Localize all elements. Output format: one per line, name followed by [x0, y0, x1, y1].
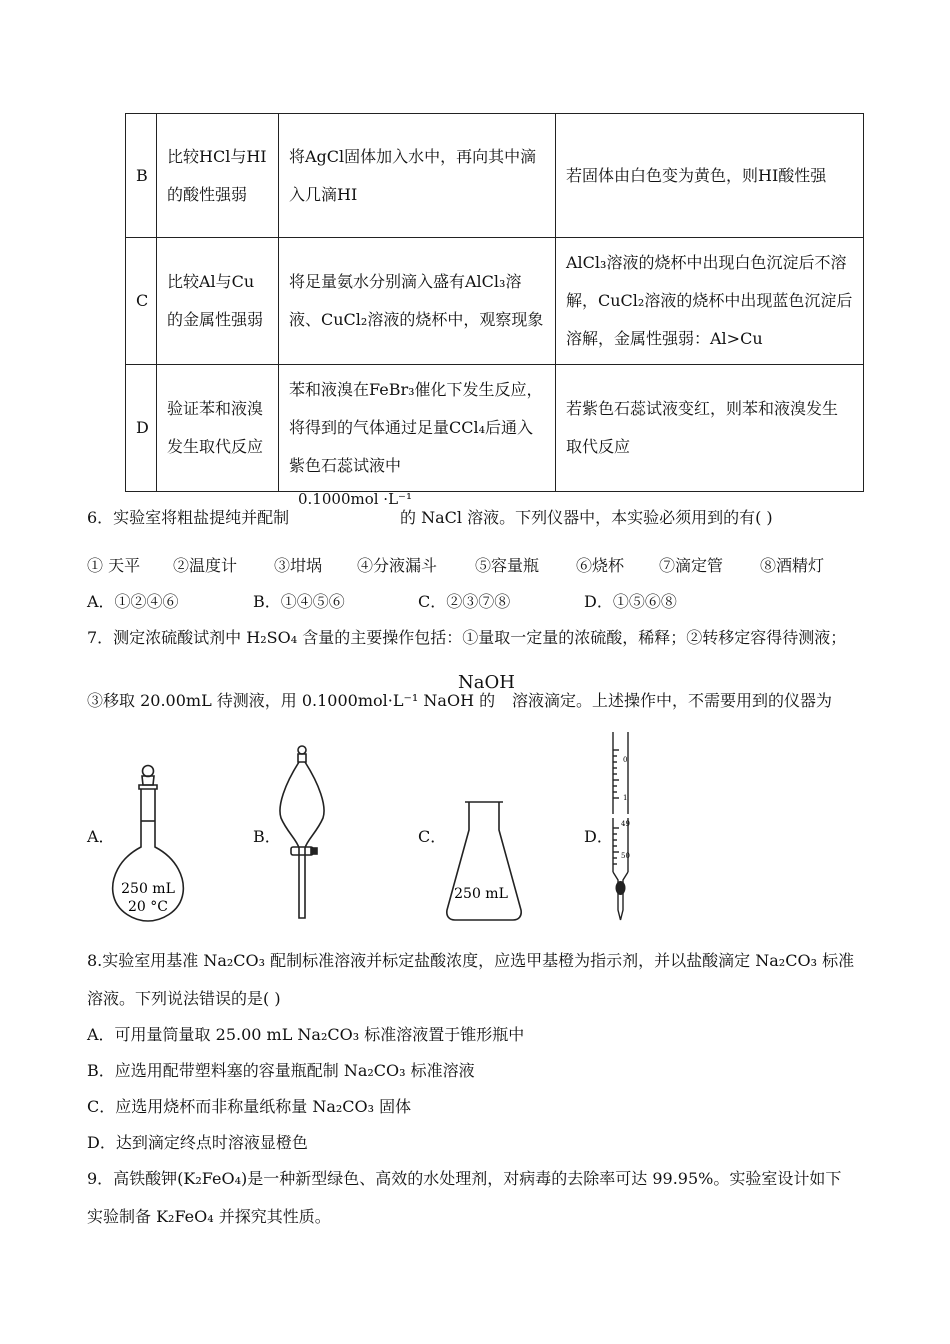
q9-line2: 实验制备 K₂FeO₄ 并探究其性质。: [87, 1207, 331, 1226]
q8-option-a: A．可用量筒量取 25.00 mL Na₂CO₃ 标准溶液置于锥形瓶中: [87, 1025, 525, 1044]
erlenmeyer-flask-icon: [443, 800, 525, 922]
erlenmeyer-volume-label: 250 mL: [454, 886, 508, 902]
q6-item: ③坩埚: [274, 556, 323, 575]
volumetric-flask-icon: [108, 763, 190, 923]
q7-option-label-d: D．: [584, 827, 613, 846]
q8-line1: 8.实验室用基准 Na₂CO₃ 配制标准溶液并标定盐酸浓度，应选甲基橙为指示剂，并以盐酸滴定 Na₂CO₃ 标准: [87, 951, 855, 970]
q6-option-d: D．①⑤⑥⑧: [584, 592, 677, 611]
q6-item: ① 天平: [87, 556, 141, 575]
q8-option-d: D．达到滴定终点时溶液显橙色: [87, 1133, 308, 1152]
q6-option-a: A．①②④⑥: [87, 592, 179, 611]
purpose-cell: 比较Al与Cu的金属性强弱: [157, 238, 279, 365]
operation-cell: 将足量氨水分别滴入盛有AlCl₃溶液、CuCl₂溶液的烧杯中，观察现象: [279, 238, 556, 365]
row-label: C: [126, 238, 157, 365]
q7-line2-b: 溶液滴定。上述操作中，不需要用到的仪器为: [512, 691, 833, 710]
q7-option-label-b: B．: [253, 827, 281, 846]
q8-option-b: B．应选用配带塑料塞的容量瓶配制 Na₂CO₃ 标准溶液: [87, 1061, 475, 1080]
conclusion-cell: 若固体由白色变为黄色，则HI酸性强: [556, 114, 864, 238]
operation-cell: 苯和液溴在FeBr₃催化下发生反应，将得到的气体通过足量CCl₄后通入紫色石蕊试液中: [279, 365, 556, 492]
flask-volume-label: 250 mL: [121, 881, 175, 897]
q7-option-label-a: A．: [87, 827, 115, 846]
q6-formula: 0.1000mol ·L⁻¹: [298, 490, 412, 508]
row-label: B: [126, 114, 157, 238]
q6-item: ④分液漏斗: [357, 556, 438, 575]
q7-option-label-c: C．: [418, 827, 447, 846]
q6-text-a: 6．实验室将粗盐提纯并配制: [87, 508, 290, 527]
burette-mark: 1: [623, 794, 628, 802]
q7-line1: 7．测定浓硫酸试剂中 H₂SO₄ 含量的主要操作包括：①量取一定量的浓硫酸，稀释；②转移定容得待测液；: [87, 628, 847, 647]
burette-mark: 0: [623, 756, 628, 764]
experiment-table: [125, 113, 864, 492]
burette-mark: 50: [621, 852, 630, 860]
q6-item: ⑤容量瓶: [475, 556, 540, 575]
q6-item: ⑥烧杯: [576, 556, 625, 575]
q6-item: ②温度计: [173, 556, 238, 575]
operation-cell: 将AgCl固体加入水中，再向其中滴入几滴HI: [279, 114, 556, 238]
purpose-cell: 比较HCl与HI的酸性强弱: [157, 114, 279, 238]
conclusion-cell: AlCl₃溶液的烧杯中出现白色沉淀后不溶解，CuCl₂溶液的烧杯中出现蓝色沉淀后溶解，金属性强弱：Al>Cu: [556, 238, 864, 365]
table-row-d: [126, 365, 864, 492]
q9-line1: 9．高铁酸钾(K₂FeO₄)是一种新型绿色、高效的水处理剂，对病毒的去除率可达 99.95%。实验室设计如下: [87, 1169, 842, 1188]
q8-option-c: C．应选用烧杯而非称量纸称量 Na₂CO₃ 固体: [87, 1097, 412, 1116]
q6-item: ⑧酒精灯: [760, 556, 825, 575]
q7-line2-a: ③移取 20.00mL 待测液，用 0.1000mol·L⁻¹ NaOH 的: [87, 691, 496, 710]
q6-option-b: B．①④⑤⑥: [253, 592, 345, 611]
q7-formula: NaOH: [458, 672, 515, 693]
separatory-funnel-icon: [275, 744, 335, 922]
burette-icon: [606, 730, 636, 924]
row-label: D: [126, 365, 157, 492]
q6-text-b: 的 NaCl 溶液。下列仪器中，本实验必须用到的有( ): [400, 508, 773, 527]
burette-mark: 49: [621, 820, 630, 828]
table-row-c: [126, 238, 864, 365]
flask-temperature-label: 20 °C: [128, 899, 168, 915]
q6-item: ⑦滴定管: [659, 556, 724, 575]
table-row-b: [126, 114, 864, 238]
q8-line2: 溶液。下列说法错误的是( ): [87, 989, 281, 1008]
purpose-cell: 验证苯和液溴发生取代反应: [157, 365, 279, 492]
q6-option-c: C．②③⑦⑧: [418, 592, 511, 611]
conclusion-cell: 若紫色石蕊试液变红，则苯和液溴发生取代反应: [556, 365, 864, 492]
